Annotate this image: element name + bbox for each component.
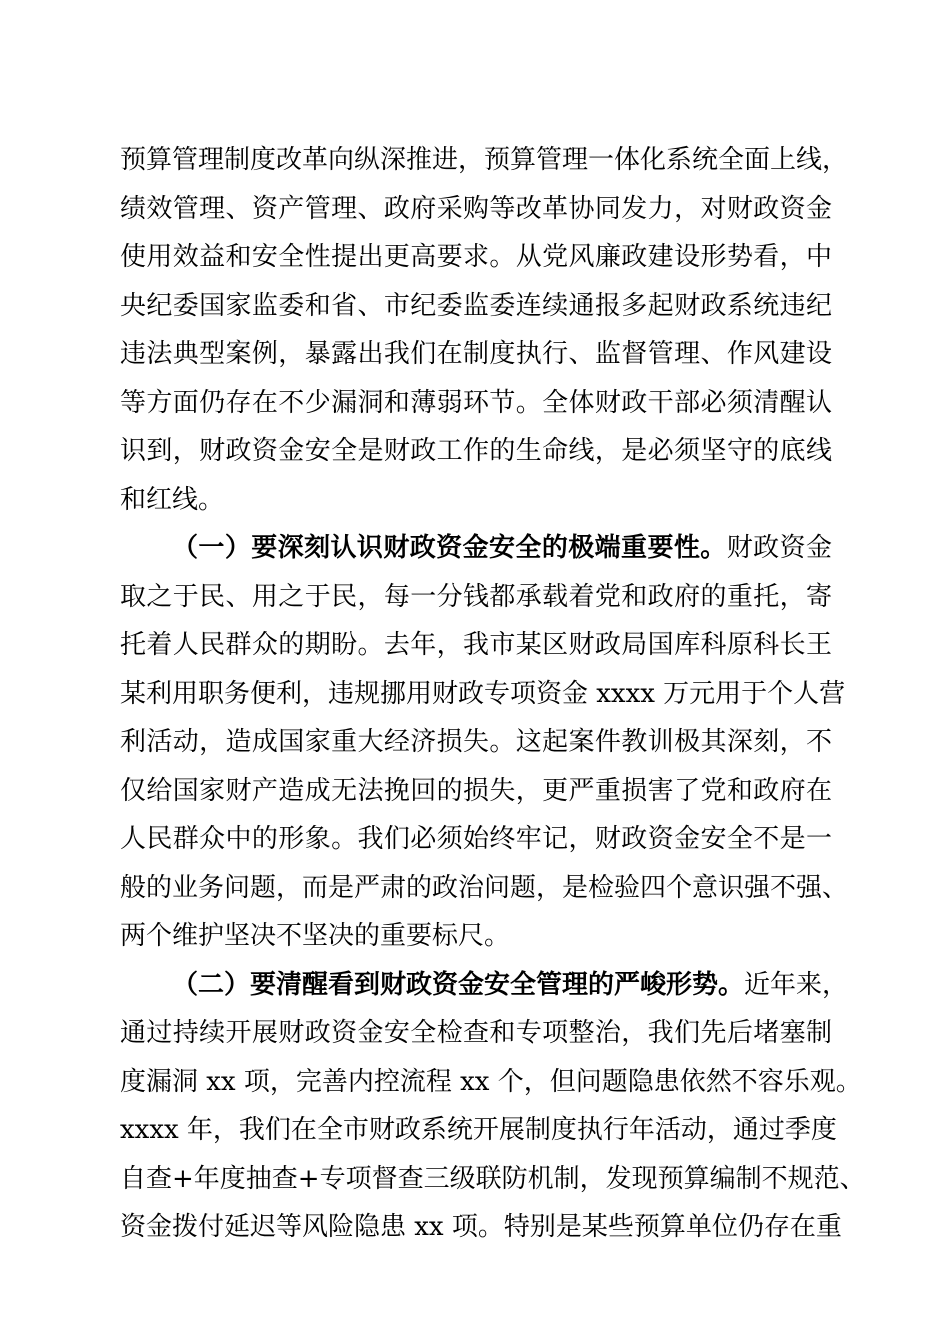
heading-trailing-text: 财政资金 <box>726 533 832 563</box>
text-line <box>120 969 849 1020</box>
text-line: xxxx 年，我们在全市财政系统开展制度执行年活动，通过季度 <box>120 1115 837 1145</box>
text-line: 般的业务问题，而是严肃的政治问题，是检验四个意识强不强、 <box>120 872 849 903</box>
text-line: 违法典型案例，暴露出我们在制度执行、监督管理、作风建设 <box>120 339 832 369</box>
document-page <box>120 145 866 1262</box>
text-line: 使用效益和安全性提出更高要求。从党风廉政建设形势看，中 <box>120 242 832 272</box>
text-line: 自查+年度抽查+专项督查三级联防机制，发现预算编制不规范、 <box>120 1163 866 1194</box>
section-heading: （一）要深刻认识财政资金安全的极端重要性。 <box>172 533 727 563</box>
text-line: 托着人民群众的期盼。去年，我市某区财政局国库科原科长王 <box>120 630 832 660</box>
text-line: 取之于民、用之于民，每一分钱都承载着党和政府的重托，寄 <box>120 581 832 612</box>
section-heading: （二）要清醒看到财政资金安全管理的严峻形势。 <box>172 969 745 1000</box>
text-line <box>120 534 832 583</box>
heading-trailing-text: 近年来， <box>744 969 849 1000</box>
text-line: 绩效管理、资产管理、政府采购等改革协同发力，对财政资金 <box>120 193 832 224</box>
text-line: 仅给国家财产造成无法挽回的损失，更严重损害了党和政府在 <box>120 775 832 806</box>
text-line: 预算管理制度改革向纵深推进，预算管理一体化系统全面上线， <box>120 145 849 175</box>
text-line: 人民群众中的形象。我们必须始终牢记，财政资金安全不是一 <box>120 824 832 854</box>
text-line: 度漏洞 xx 项，完善内控流程 xx 个，但问题隐患依然不容乐观。 <box>120 1066 862 1097</box>
paragraph-section-one <box>120 533 849 971</box>
paragraph-intro <box>120 145 849 534</box>
text-line: 央纪委国家监委和省、市纪委监委连续通报多起财政系统违纪 <box>120 290 832 321</box>
text-line: 某利用职务便利，违规挪用财政专项资金 xxxx 万元用于个人营 <box>120 678 846 709</box>
text-line: 和红线。 <box>120 484 225 515</box>
text-line: 利活动，造成国家重大经济损失。这起案件教训极其深刻，不 <box>120 727 832 757</box>
text-line: 等方面仍存在不少漏洞和薄弱环节。全体财政干部必须清醒认 <box>120 387 832 418</box>
text-line: 资金拨付延迟等风险隐患 xx 项。特别是某些预算单位仍存在重 <box>120 1212 842 1242</box>
text-line: 识到，财政资金安全是财政工作的生命线，是必须坚守的底线 <box>120 436 832 466</box>
text-line: 两个维护坚决不坚决的重要标尺。 <box>120 921 511 951</box>
paragraph-section-two <box>120 969 866 1262</box>
text-line: 通过持续开展财政资金安全检查和专项整治，我们先后堵塞制 <box>120 1018 832 1048</box>
